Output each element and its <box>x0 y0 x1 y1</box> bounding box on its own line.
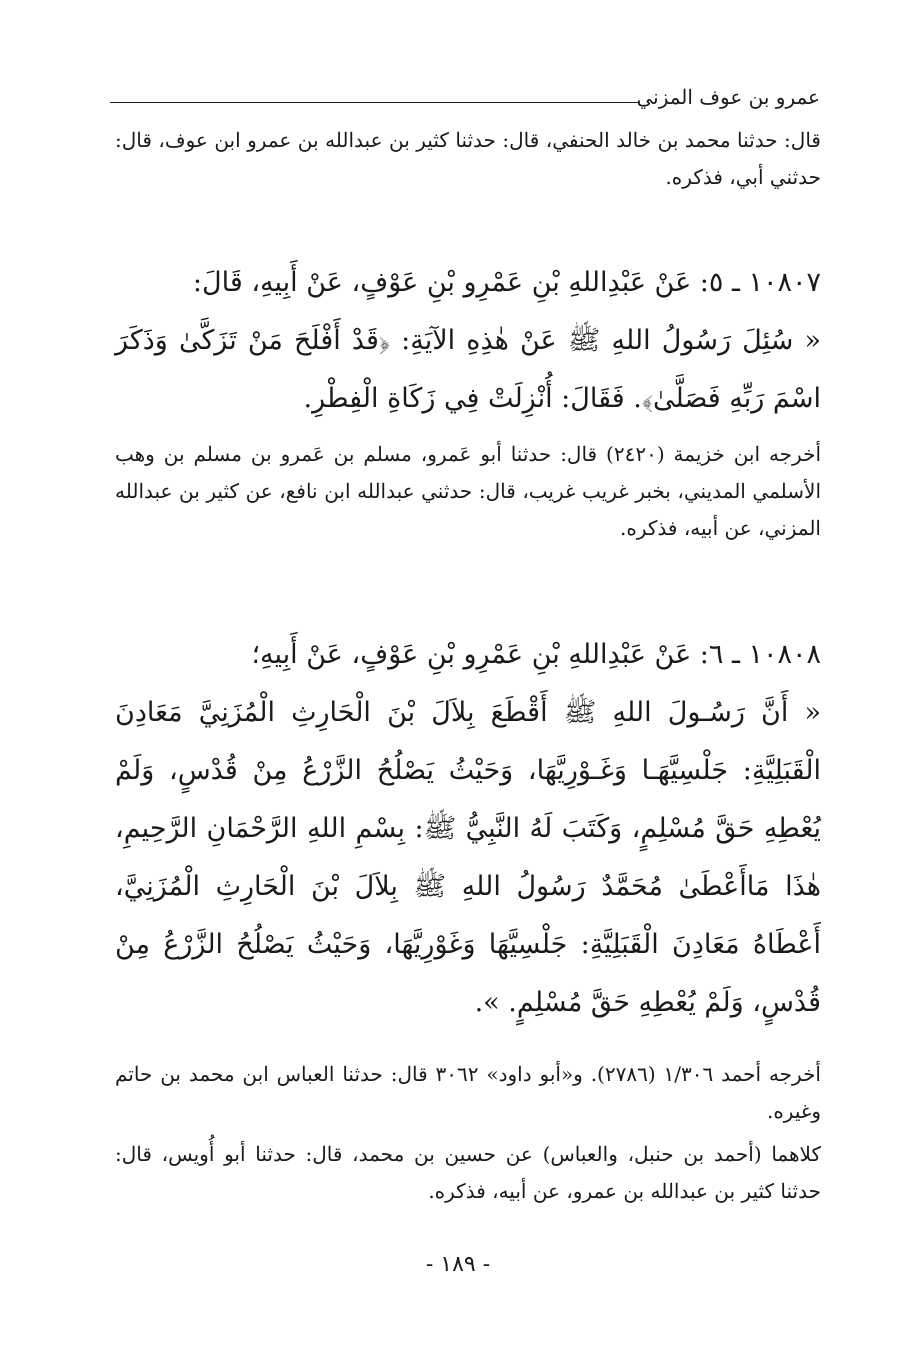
intro-text: قال: حدثنا محمد بن خالد الحنفي، قال: حدثنا كثير بن عبدالله بن عمرو ابن عوف، قال: حدثني أبي، فذكره. <box>115 128 821 189</box>
takhrij-10808-b: كلاهما (أحمد بن حنبل، والعباس) عن حسين بن محمد، قال: حدثنا أبو أُويس، قال: حدثنا كثير بن عبدالله بن عمرو، عن أبيه، فذكره. <box>115 1142 821 1203</box>
hadith-10808 <box>115 626 821 1032</box>
intro-paragraph <box>115 122 821 196</box>
page-number: - ١٨٩ - <box>425 1252 491 1277</box>
hadith-10807-heading: ١٠٨٠٧ ـ ٥: عَنْ عَبْدِاللهِ بْنِ عَمْرِو بْنِ عَوْفٍ، عَنْ أَبِيهِ، قَالَ: <box>192 267 821 298</box>
hadith-10807-text: « سُئِلَ رَسُولُ اللهِ ﷺ عَنْ هٰذِهِ الآيَةِ: ﴿قَدْ أَفْلَحَ مَنْ تَزَكَّىٰ وَذَكَرَ اسْمَ رَبِّهِ فَصَلَّىٰ﴾. فَقَالَ: أُنْزِلَتْ فِي زَكَاةِ الْفِطْرِ. <box>115 325 821 414</box>
header-rule <box>110 102 640 103</box>
hadith-10808-text: « أَنَّ رَسُـولَ اللهِ ﷺ أَقْطَعَ بِلاَلَ بْنَ الْحَارِثِ الْمُزَنِيَّ مَعَادِنَ الْقَبَلِيَّةِ: جَلْسِيَّهَـا وَغَـوْرِيَّهَا، وَحَيْثُ يَصْلُحُ الزَّرْعُ مِنْ قُدْسٍ، وَلَمْ يُعْطِهِ حَقَّ مُسْلِمٍ، وَكَتَبَ لَهُ النَّبِيُّ ﷺ: بِسْمِ اللهِ الرَّحْمَانِ الرَّحِيمِ، هٰذَا مَاأَعْطَىٰ مُحَمَّدٌ رَسُولُ اللهِ ﷺ بِلاَلَ بْنَ الْحَارِثِ الْمُزَنِيَّ، أَعْطَاهُ مَعَادِنَ الْقَبَلِيَّةِ: جَلْسِيَّهَا وَغَوْرِيَّهَا، وَحَيْثُ يَصْلُحُ الزَّرْعُ مِنْ قُدْسٍ، وَلَمْ يُعْطِهِ حَقَّ مُسْلِمٍ. ». <box>115 697 821 1018</box>
running-header <box>110 82 820 112</box>
takhrij-10808 <box>115 1056 821 1210</box>
takhrij-10807-text: أخرجه ابن خزيمة (٢٤٢٠) قال: حدثنا أبو عَمرو، مسلم بن عَمرو بن مسلم بن وهب الأسلمي المديني، بخبر غريب غريب، قال: حدثني عبدالله ابن نافع، عن كثير بن عبدالله المزني، عن أبيه، فذكره. <box>115 442 822 540</box>
takhrij-10807 <box>115 436 821 547</box>
takhrij-10808-a: أخرجه أحمد ١/٣٠٦ (٢٧٨٦). و«أبو داود» ٣٠٦٢ قال: حدثنا العباس ابن محمد بن حاتم وغيره. <box>115 1062 821 1123</box>
hadith-10807 <box>115 254 821 428</box>
header-title: عمرو بن عوف المزني <box>636 85 820 109</box>
hadith-10808-heading: ١٠٨٠٨ ـ ٦: عَنْ عَبْدِاللهِ بْنِ عَمْرِو بْنِ عَوْفٍ، عَنْ أَبِيهِ؛ <box>251 639 821 670</box>
